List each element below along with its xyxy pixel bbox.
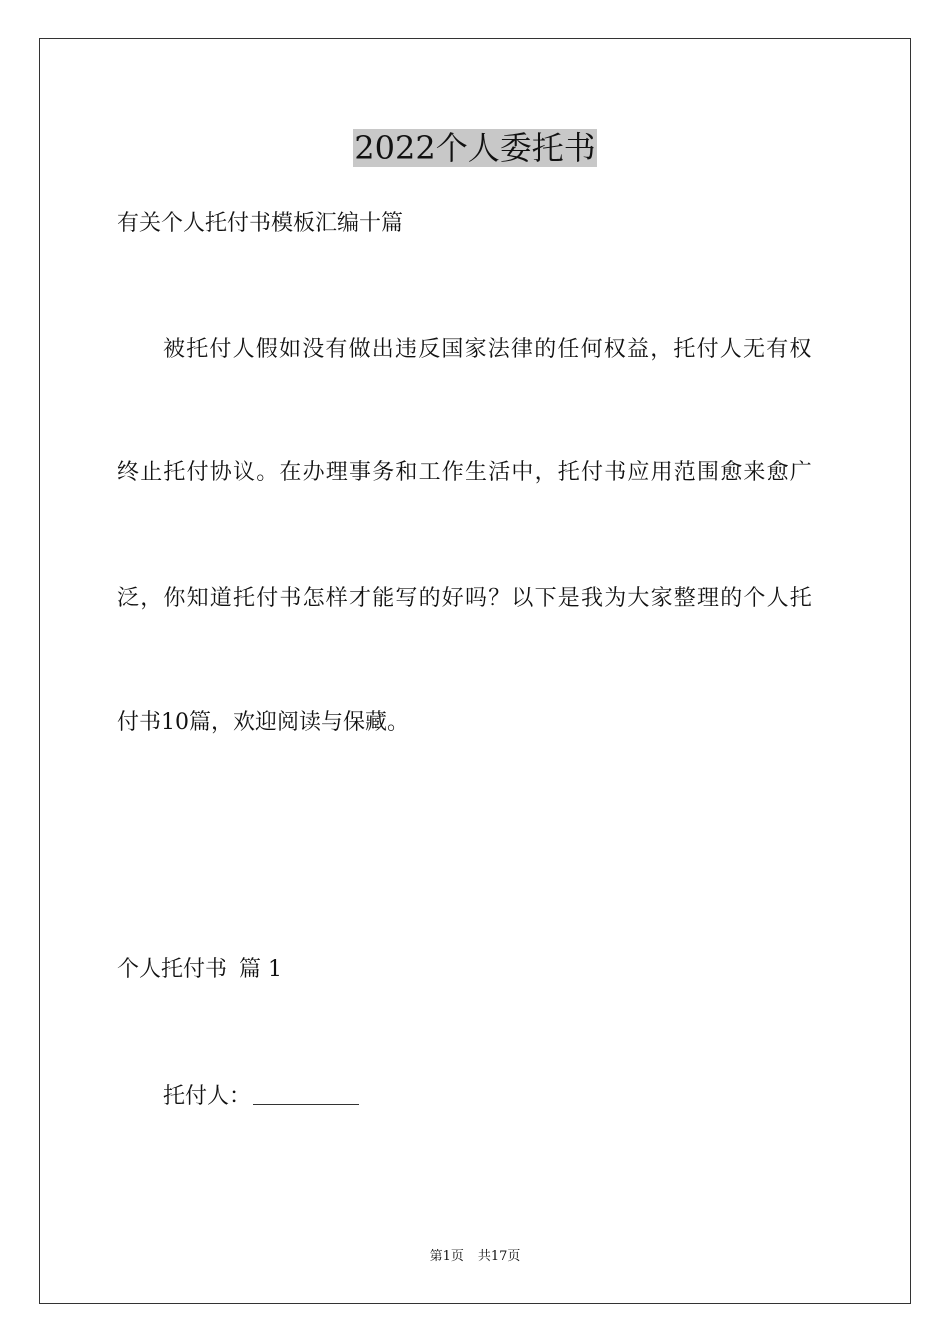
principal-blank-line xyxy=(253,1082,359,1105)
principal-field xyxy=(163,1082,359,1112)
page-number: 第1页 xyxy=(429,1249,464,1264)
page-footer xyxy=(0,1248,950,1266)
document-subtitle: 有关个人托付书模板汇编十篇 xyxy=(117,211,404,236)
page-total: 共17页 xyxy=(477,1249,521,1264)
section-number: 篇 1 xyxy=(239,957,283,982)
intro-line-1: 被托付人假如没有做出违反国家法律的任何权益，托付人无有权 xyxy=(163,337,813,362)
intro-line-2: 终止托付协议。在办理事务和工作生活中，托付书应用范围愈来愈广 xyxy=(117,460,814,485)
intro-line-3: 泛，你知道托付书怎样才能写的好吗？以下是我为大家整理的个人托 xyxy=(117,586,814,611)
title-text: 2022个人委托书 xyxy=(354,129,596,167)
document-title xyxy=(0,126,950,170)
intro-line-4: 付书10篇，欢迎阅读与保藏。 xyxy=(117,710,409,735)
section-heading xyxy=(117,955,282,985)
section-heading-text: 个人托付书 xyxy=(117,957,228,982)
principal-field-label: 托付人： xyxy=(163,1084,252,1109)
